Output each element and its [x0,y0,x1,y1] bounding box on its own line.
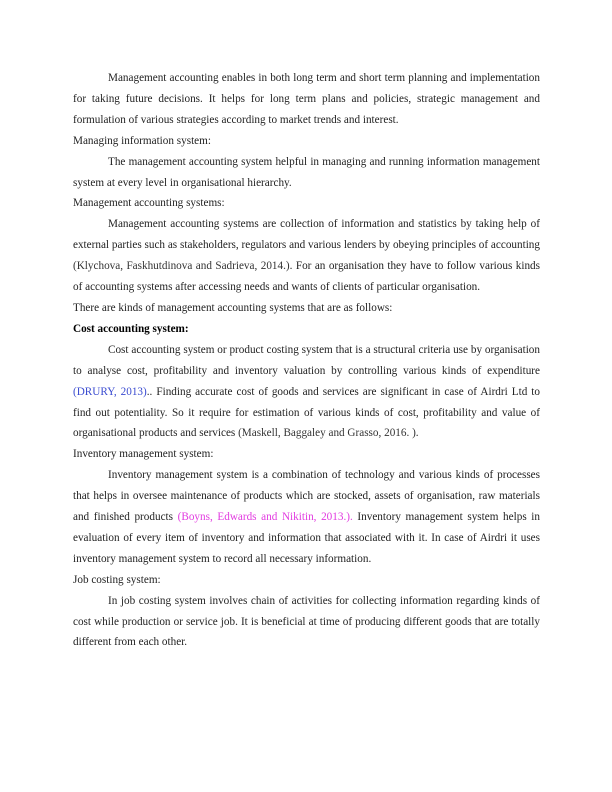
paragraph-text: Management accounting systems are collection of information and statistics by taking help of external parties such as stakeholders, regulators and various lenders by obeying principles of accounting [73,218,540,252]
paragraph-management-accounting-systems [73,214,540,298]
citation-klychova: (Klychova, Faskhutdinova and Sadrieva, 2014.) [73,260,290,273]
paragraph-text: Inventory management system is a combination of technology and various kinds of processes that helps in oversee maintenance of products which are stocked, assets of organisation, raw materials and finished products [73,469,540,524]
citation-drury: (DRURY, 2013) [73,385,147,398]
citation-maskell: (Maskell, Baggaley and Grasso, 2016. ) [238,427,416,440]
paragraph-text: Management accounting enables in both long term and short term planning and implementation for taking future decisions. It helps for long term plans and policies, strategic management and formulation of various strategies according to market trends and interest. [73,72,540,126]
paragraph-text: . [415,427,419,440]
citation-boyns: (Boyns, Edwards and Nikitin, 2013.). [177,511,353,524]
heading-cost-accounting-system: Cost accounting system: [73,322,189,335]
paragraph-text: .. Finding accurate cost of goods and services are significant in case of Airdri Ltd to find out potentiality. So it require for estimation of various kinds of cost, profitability and value of organisational products and services [73,385,540,440]
paragraph-job-costing [73,591,540,654]
heading-inventory-management-system: Inventory management system: [73,448,214,461]
paragraph-text: The management accounting system helpful in managing and running information management system at every level in organisational hierarchy. [73,155,540,189]
document-body [73,68,540,653]
paragraph-cost-accounting [73,340,540,445]
intro-kinds-of-systems: There are kinds of management accounting systems that are as follows: [73,301,393,314]
paragraph-inventory-management [73,465,540,570]
heading-managing-information-system: Managing information system: [73,134,211,147]
paragraph-text: In job costing system involves chain of activities for collecting information regarding kinds of cost while production or service job. It is beneficial at time of producing different goods that are totally different from each other. [73,594,540,649]
paragraph-text: Cost accounting system or product costing system that is a structural criteria use by organisation to analyse cost, profitability and inventory valuation by controlling various kinds of expenditure [73,343,540,377]
paragraph-text: Inventory management system helps in evaluation of every item of inventory and information that associated with it. In case of Airdri it uses inventory management system to record all necessary information. [73,511,541,565]
heading-job-costing-system: Job costing system: [73,573,161,586]
paragraph-text: . For an organisation they have to follow various kinds of accounting systems after accessing needs and wants of clients of particular organisation. [73,260,540,294]
paragraph-management-accounting [73,68,540,131]
heading-management-accounting-systems: Management accounting systems: [73,197,225,210]
paragraph-managing-information [73,152,540,194]
